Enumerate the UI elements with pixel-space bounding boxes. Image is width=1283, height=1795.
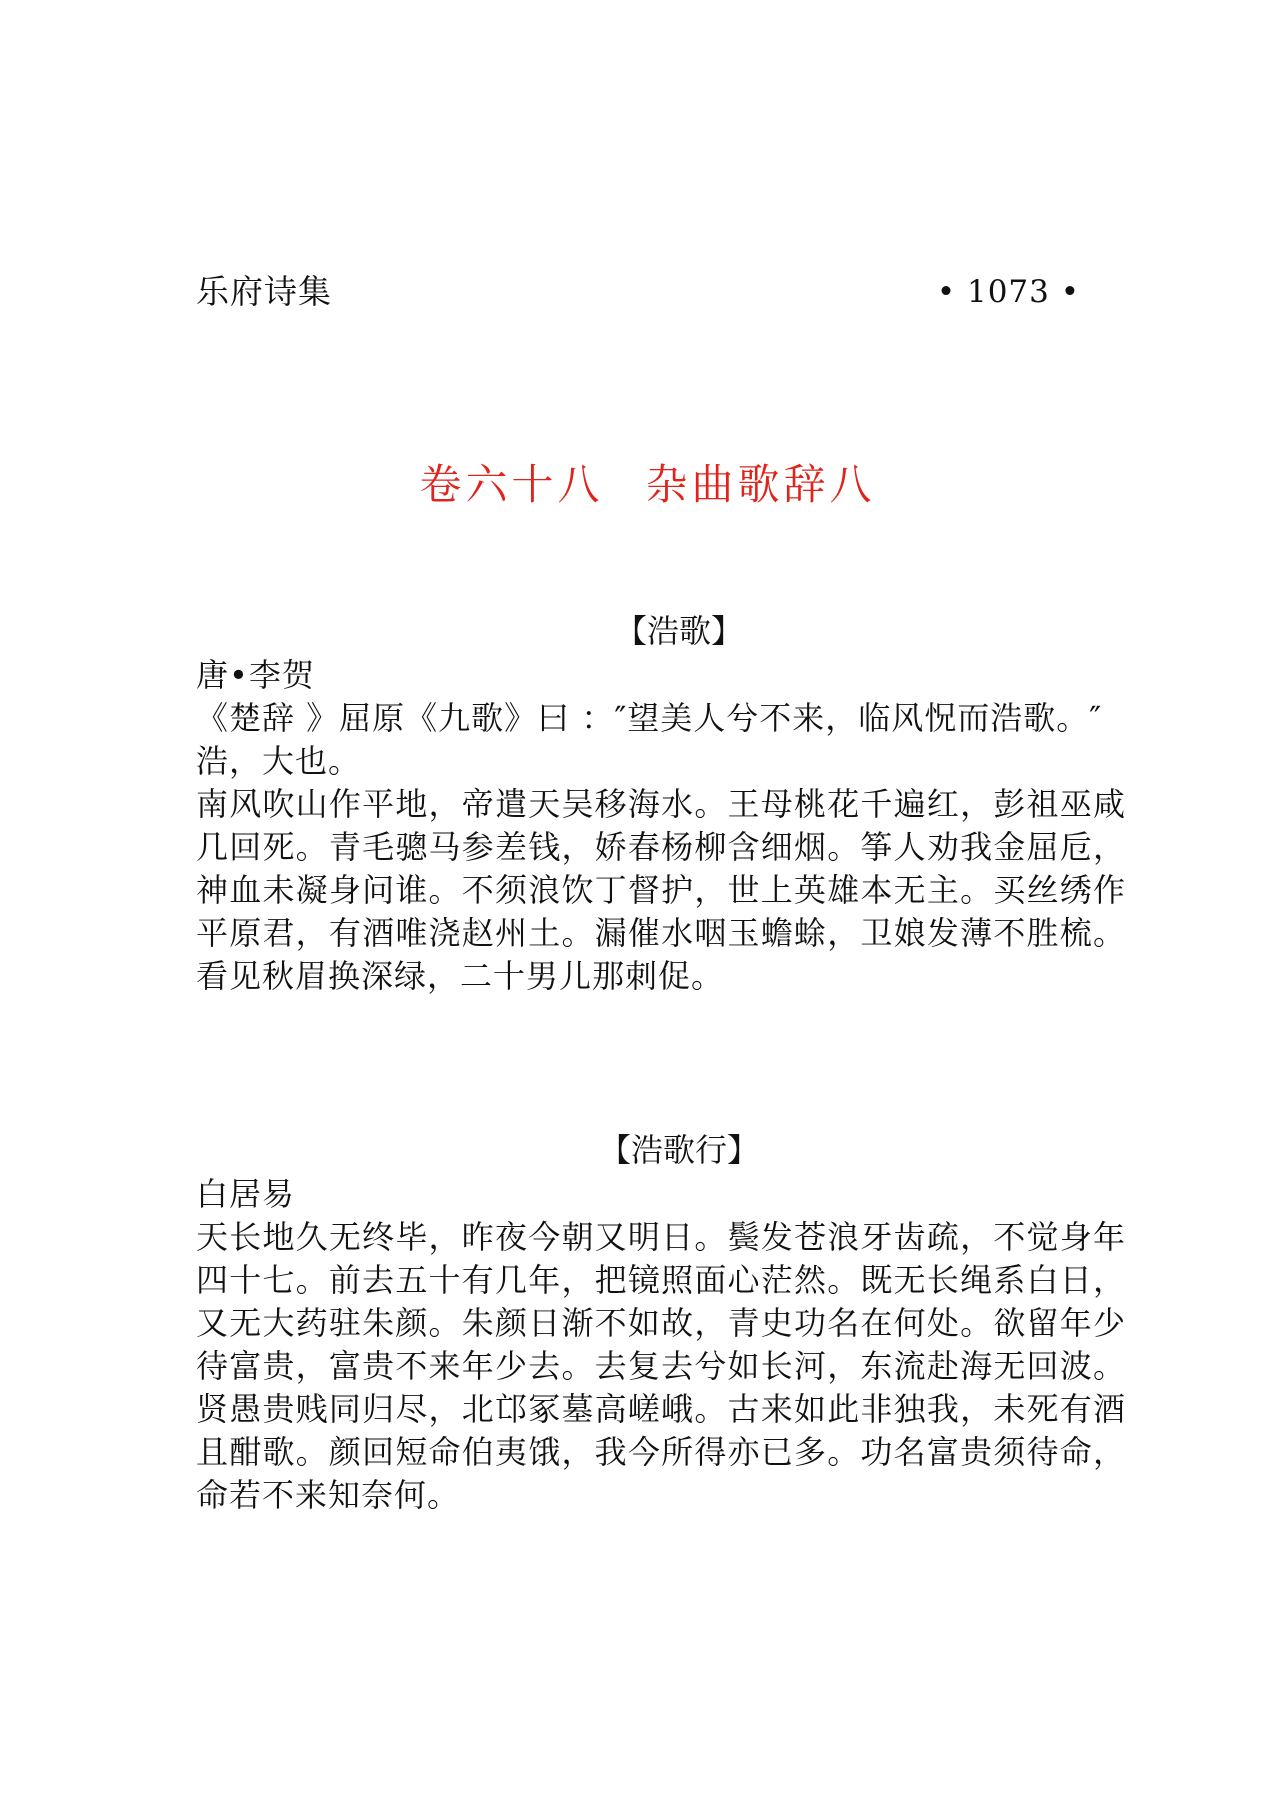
poem-haogexing (196, 1127, 1126, 1517)
poem-body: 南风吹山作平地，帝遣天吴移海水。王母桃花千遍红，彭祖巫咸几回死。青毛骢马参差钱，娇春杨柳含细烟。筝人劝我金屈卮，神血未凝身问谁。不须浪饮丁督护，世上英雄本无主。买丝绣作平原君，有酒唯浇赵州土。漏催水咽玉蟾蜍，卫娘发薄不胜梳。看见秋眉换深绿，二十男儿那刺促。 (196, 785, 1126, 995)
chapter-section: 杂曲歌辞八 (645, 460, 876, 509)
poem-haoge (196, 608, 1126, 998)
poem-title: 【浩歌】 (614, 612, 743, 650)
chapter-title (0, 455, 1283, 515)
chapter-volume: 卷六十八 (419, 460, 604, 509)
poem-note: 《楚辞 》屈原《九歌》曰 ：″望美人兮不来，临风怳而浩歌。″浩，大也。 (196, 699, 1103, 780)
poem-body: 天长地久无终毕，昨夜今朝又明日。鬓发苍浪牙齿疏，不觉身年四十七。前去五十有几年，把镜照面心茫然。既无长绳系白日，又无大药驻朱颜。朱颜日渐不如故，青史功名在何处。欲留年少待富贵，富贵不来年少去。去复去兮如长河，东流赴海无回波。贤愚贵贱同归尽，北邙冢墓高嵯峨。古来如此非独我，未死有酒且酣歌。颜回短命伯夷饿，我今所得亦已多。功名富贵须待命，命若不来知奈何。 (196, 1218, 1126, 1514)
poem-title: 【浩歌行】 (598, 1131, 759, 1169)
page-number: • 1073 • (936, 274, 1080, 310)
running-header (196, 268, 1080, 316)
poem-author: 白居易 (196, 1175, 296, 1213)
poem-author: 唐•李贺 (196, 656, 315, 694)
book-title: 乐府诗集 (196, 272, 332, 311)
